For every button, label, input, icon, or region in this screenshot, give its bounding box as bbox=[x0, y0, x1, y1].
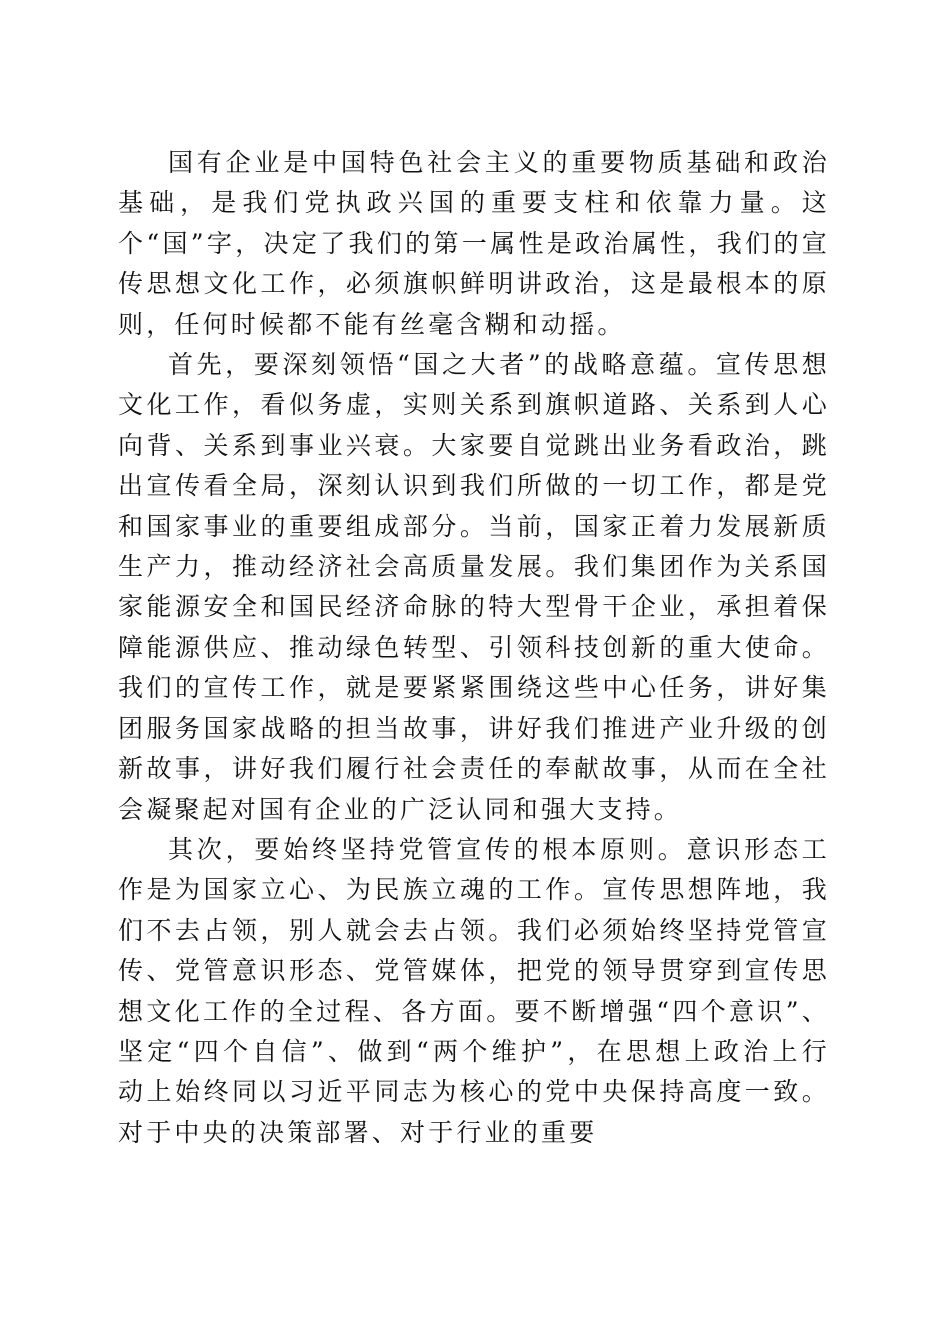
paragraph-3: 其次，要始终坚持党管宣传的根本原则。意识形态工作是为国家立心、为民族立魂的工作。宣传思想阵地，我们不去占领，别人就会去占领。我们必须始终坚持党管宣传、党管意识形态、党管媒体，把党的领导贯穿到宣传思想文化工作的全过程、各方面。要不断增强“四个意识”、坚定“四个自信”、做到“两个维护”，在思想上政治上行动上始终同以习近平同志为核心的党中央保持高度一致。对于中央的决策部署、对于行业的重要 bbox=[118, 834, 830, 1147]
document-body bbox=[118, 143, 830, 1153]
paragraph-2: 首先，要深刻领悟“国之大者”的战略意蕴。宣传思想文化工作，看似务虚，实则关系到旗帜道路、关系到人心向背、关系到事业兴衰。大家要自觉跳出业务看政治，跳出宣传看全局，深刻认识到我们所做的一切工作，都是党和国家事业的重要组成部分。当前，国家正着力发展新质生产力，推动经济社会高质量发展。我们集团作为关系国家能源安全和国民经济命脉的特大型骨干企业，承担着保障能源供应、推动绿色转型、引领科技创新的重大使命。我们的宣传工作，就是要紧紧围绕这些中心任务，讲好集团服务国家战略的担当故事，讲好我们推进产业升级的创新故事，讲好我们履行社会责任的奉献故事，从而在全社会凝聚起对国有企业的广泛认同和强大支持。 bbox=[118, 350, 830, 824]
paragraph-1: 国有企业是中国特色社会主义的重要物质基础和政治基础，是我们党执政兴国的重要支柱和依靠力量。这个“国”字，决定了我们的第一属性是政治属性，我们的宣传思想文化工作，必须旗帜鲜明讲政治，这是最根本的原则，任何时候都不能有丝毫含糊和动摇。 bbox=[118, 148, 830, 339]
